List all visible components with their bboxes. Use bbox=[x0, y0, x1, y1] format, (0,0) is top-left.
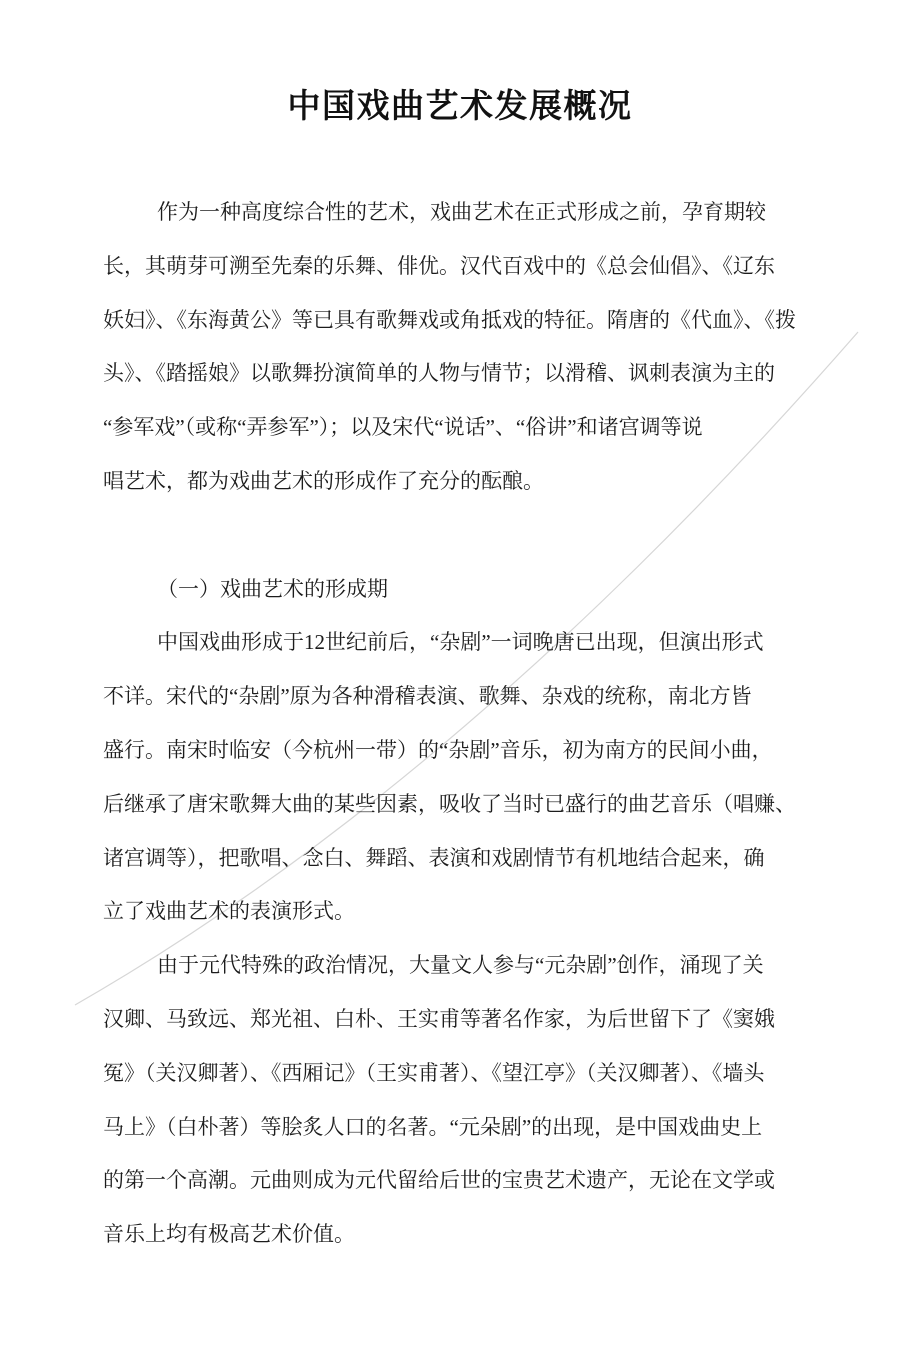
text-line: 长，其萌芽可溯至先秦的乐舞、俳优。汉代百戏中的《总会仙倡》、《辽东 bbox=[103, 253, 775, 278]
text-line: 唱艺术，都为戏曲艺术的形成作了充分的酝酿。 bbox=[103, 468, 544, 493]
text-line: 音乐上均有极高艺术价值。 bbox=[103, 1222, 355, 1247]
document-title: 中国戏曲艺术发展概况 bbox=[287, 87, 633, 124]
text-line: 后继承了唐宋歌舞大曲的某些因素，吸收了当时已盛行的曲艺音乐（唱赚、 bbox=[103, 791, 796, 816]
paragraph-formation-period bbox=[103, 616, 818, 939]
text-line: 作为一种高度综合性的艺术，戏曲艺术在正式形成之前，孕育期较 bbox=[157, 200, 766, 224]
paragraph-yuan-zaju bbox=[103, 939, 818, 1262]
text-line: 立了戏曲艺术的表演形式。 bbox=[103, 899, 355, 924]
document-body bbox=[103, 186, 818, 1262]
text-line: 的第一个高潮。元曲则成为元代留给后世的宝贵艺术遗产，无论在文学或 bbox=[103, 1168, 775, 1193]
paragraph-origins bbox=[103, 186, 818, 509]
text-line: 诸宫调等），把歌唱、念白、舞蹈、表演和戏剧情节有机地结合起来，确 bbox=[103, 845, 765, 870]
text-line: 中国戏曲形成于12世纪前后，“杂剧”一词晚唐已出现，但演出形式 bbox=[157, 630, 764, 655]
text-line: “参军戏”（或称“弄参军”）；以及宋代“说话”、“俗讲”和诸宫调等说 bbox=[103, 415, 703, 440]
text-line: 马上》（白朴著）等脍炙人口的名著。“元朵剧”的出现，是中国戏曲史上 bbox=[103, 1114, 763, 1139]
section-heading: （一）戏曲艺术的形成期 bbox=[157, 576, 388, 601]
text-line: 头》、《踏摇娘》以歌舞扮演简单的人物与情节；以滑稽、讽刺表演为主的 bbox=[103, 361, 775, 386]
text-line: 汉卿、马致远、郑光祖、白朴、王实甫等著名作家，为后世留下了《窦娥 bbox=[103, 1006, 775, 1031]
text-line: 妖妇》、《东海黄公》等已具有歌舞戏或角抵戏的特征。隋唐的《代血》、《拨 bbox=[103, 307, 796, 332]
text-line: 盛行。南宋时临安（今杭州一带）的“杂剧”音乐，初为南方的民间小曲， bbox=[103, 737, 773, 762]
text-line: 由于元代特殊的政治情况，大量文人参与“元杂剧”创作，涌现了关 bbox=[157, 953, 764, 978]
text-line: 冤》（关汉卿著）、《西厢记》（王实甫著）、《望江亭》（关汉卿著）、《墙头 bbox=[103, 1060, 765, 1085]
text-line: 不详。宋代的“杂剧”原为各种滑稽表演、歌舞、杂戏的统称，南北方皆 bbox=[103, 684, 752, 709]
